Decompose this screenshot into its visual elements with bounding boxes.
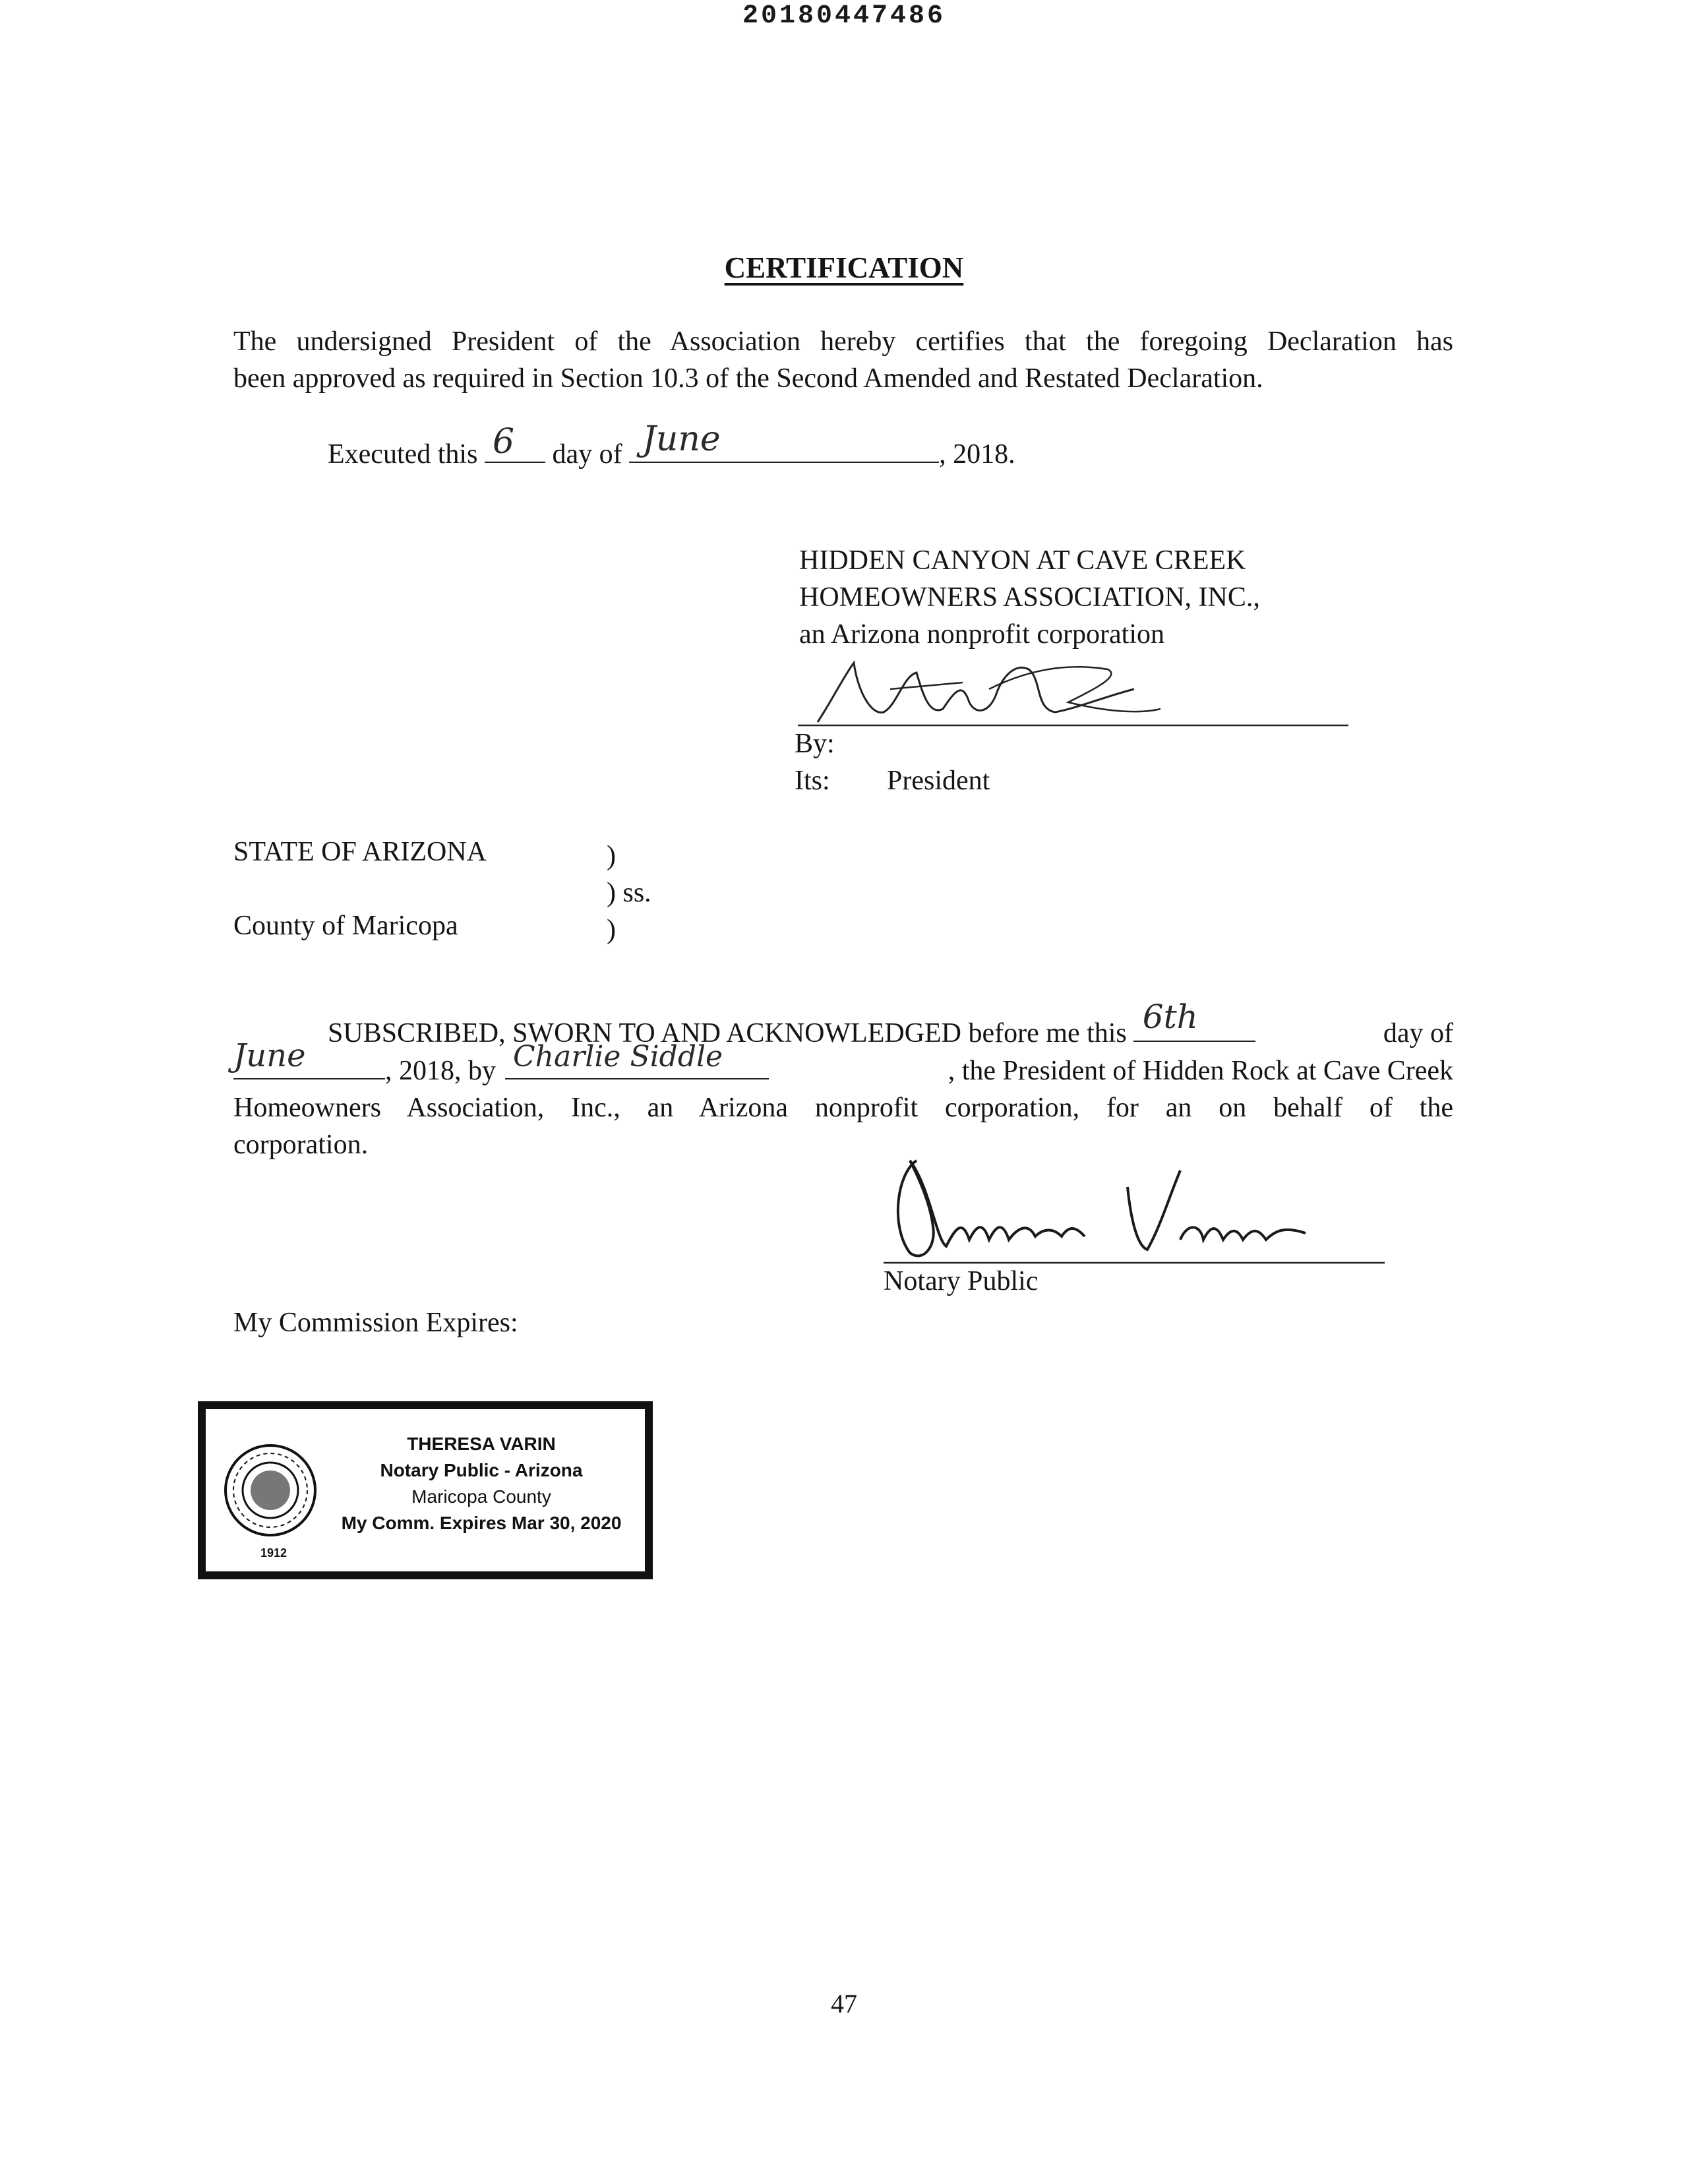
executed-suffix: , 2018. <box>939 439 1015 470</box>
its-value: President <box>887 766 990 796</box>
ack-month-handwritten: June <box>233 1037 306 1074</box>
its-label: Its: <box>795 766 830 796</box>
stamp-text <box>316 1431 646 1536</box>
association-name-line-1: HIDDEN CANYON AT CAVE CREEK <box>799 545 1246 576</box>
stamp-name: THERESA VARIN <box>407 1434 556 1454</box>
stamp-county: Maricopa County <box>411 1486 551 1507</box>
venue-county: County of Maricopa <box>233 911 458 941</box>
ack-line2-end: , the President of Hidden Rock at Cave Creek <box>948 1056 1453 1086</box>
executed-line <box>328 419 1015 473</box>
stamp-title: Notary Public - Arizona <box>380 1460 583 1480</box>
stamp-expires: My Comm. Expires Mar 30, 2020 <box>341 1513 622 1533</box>
certification-paragraph <box>233 323 1453 397</box>
seal-year: 1912 <box>260 1546 287 1560</box>
certification-line-2: been approved as required in Section 10.3 of the Second Amended and Restated Declaration. <box>233 363 1263 394</box>
association-block <box>799 542 1260 653</box>
acknowledgment-line-3: Homeowners Association, Inc., an Arizona nonprofit corporation, for an on behalf of the <box>233 1093 1453 1123</box>
document-number: 20180447486 <box>742 1 946 31</box>
executed-day-field <box>485 422 545 463</box>
acknowledgment-paragraph <box>233 998 1453 1163</box>
ack-name-field <box>505 1040 769 1079</box>
executed-month-handwritten: June <box>642 419 721 459</box>
executed-middle: day of <box>552 439 622 470</box>
venue-state: STATE OF ARIZONA <box>233 837 487 867</box>
executed-day-handwritten: 6 <box>492 422 515 462</box>
notary-label: Notary Public <box>884 1266 1039 1296</box>
association-type-line: an Arizona nonprofit corporation <box>799 619 1164 650</box>
ack-month-field <box>233 1037 385 1079</box>
executed-month-field <box>629 419 939 463</box>
commission-label: My Commission Expires: <box>233 1308 518 1338</box>
certification-line-1: The undersigned President of the Association hereby certifies that the foregoing Declaration has <box>233 326 1453 357</box>
ack-line1-end: day of <box>1383 1018 1453 1048</box>
acknowledgment-line-1 <box>233 998 1453 1052</box>
page-title: CERTIFICATION <box>724 251 964 284</box>
acknowledgment-line-4: corporation. <box>233 1130 369 1160</box>
executed-prefix: Executed this <box>328 439 478 470</box>
ack-day-field <box>1133 998 1255 1042</box>
president-signature <box>791 650 1358 742</box>
ack-line2-mid: , 2018, by <box>385 1056 496 1086</box>
ack-line1-text: SUBSCRIBED, SWORN TO AND ACKNOWLEDGED before me this <box>328 1018 1127 1048</box>
ack-day-handwritten: 6th <box>1142 998 1198 1036</box>
association-name-line-2: HOMEOWNERS ASSOCIATION, INC., <box>799 582 1260 613</box>
ack-name-handwritten: Charlie Siddle <box>513 1040 723 1074</box>
page-number: 47 <box>831 1989 857 2018</box>
by-label: By: <box>795 729 835 759</box>
notary-signature <box>870 1147 1398 1273</box>
state-seal-icon <box>221 1418 320 1563</box>
venue-ss: ) ss. <box>607 878 651 908</box>
venue-paren-1: ) <box>607 841 616 871</box>
acknowledgment-line-2 <box>233 1037 1453 1089</box>
venue-paren-3: ) <box>607 915 616 945</box>
